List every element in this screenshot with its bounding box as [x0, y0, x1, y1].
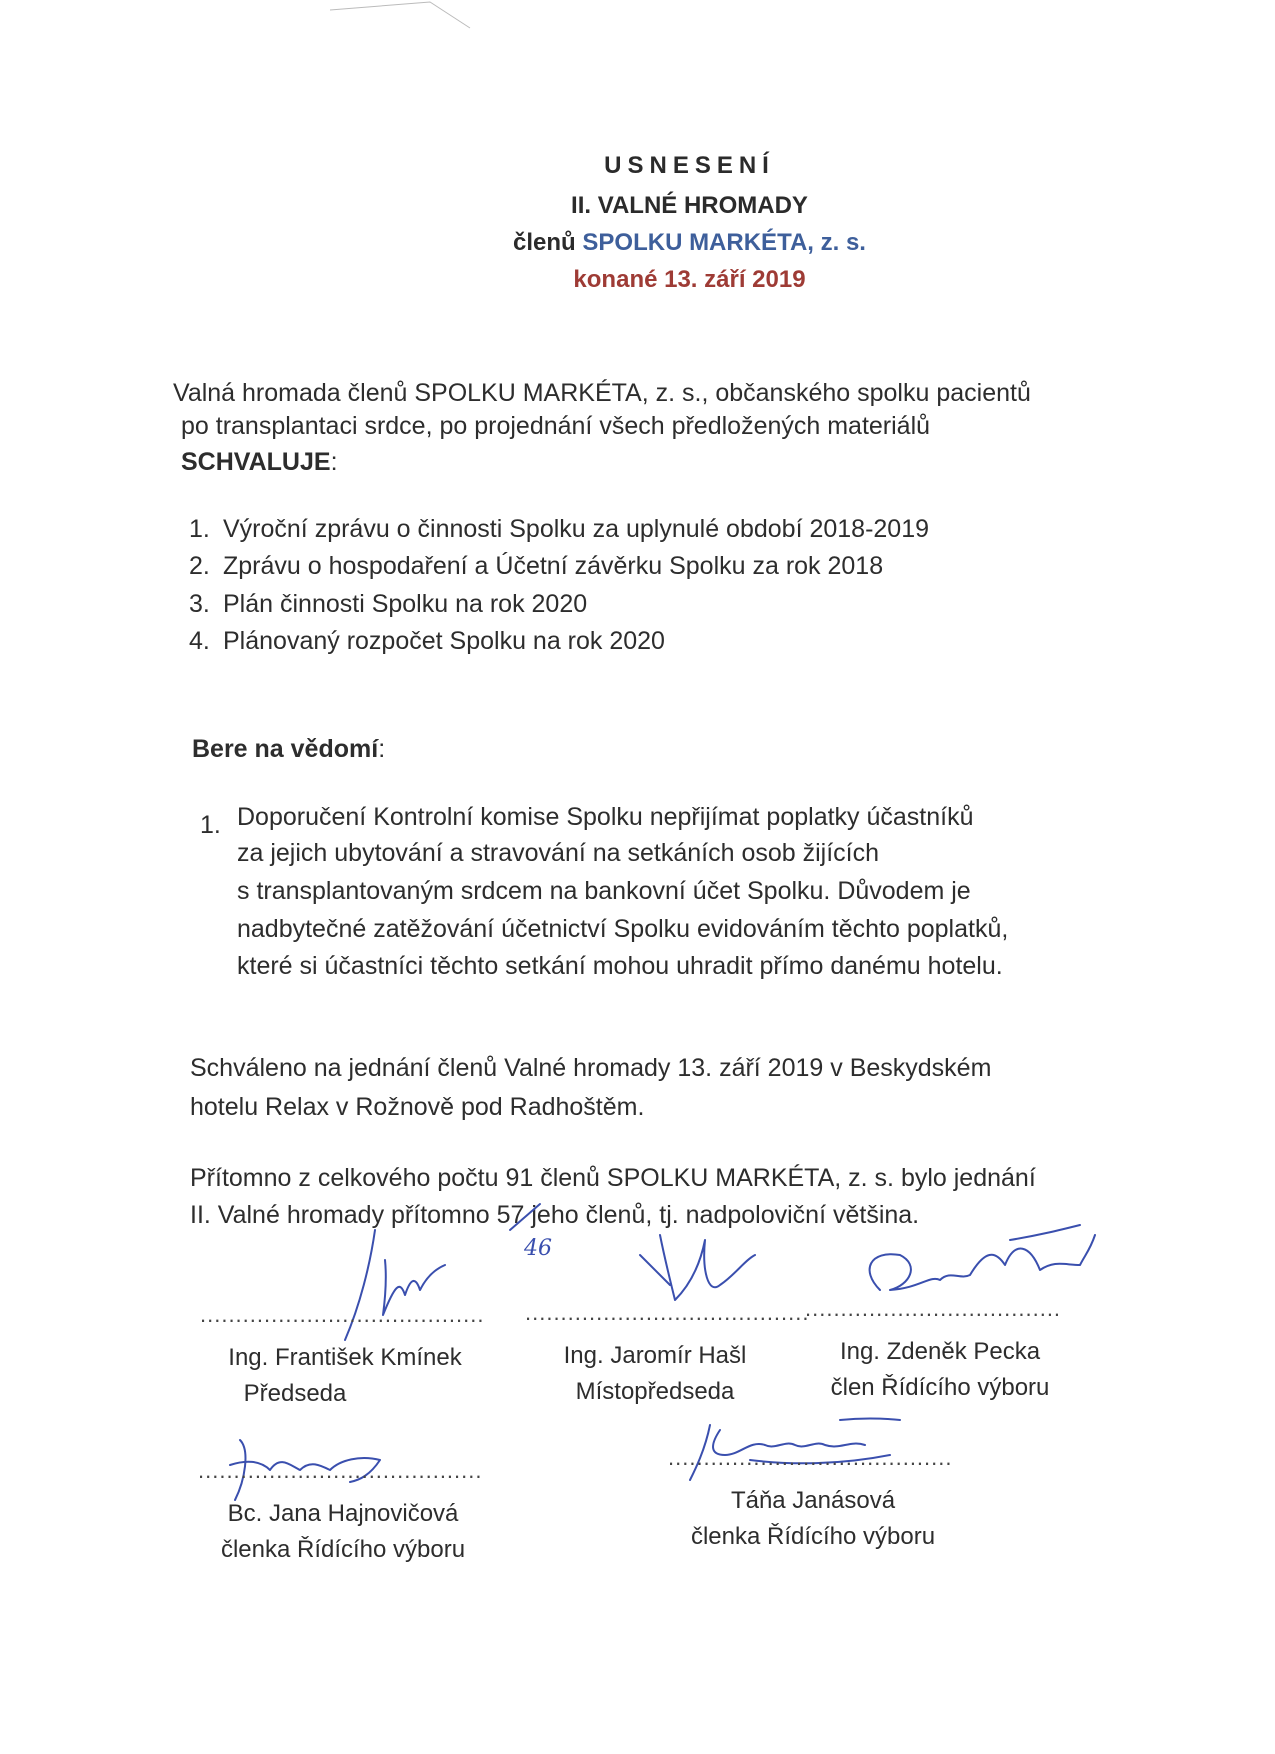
list-item-text: Plán činnosti Spolku na rok 2020	[223, 590, 588, 618]
noted-heading	[192, 732, 385, 766]
handwritten-correction: 46	[524, 1236, 552, 1261]
approval-line-1: Schváleno na jednání členů Valné hromady 13. září 2019 v Beskydském	[190, 1054, 992, 1082]
noted-line: Doporučení Kontrolní komise Spolku nepřijímat poplatky účastníků	[237, 803, 974, 831]
noted-line: které si účastníci těchto setkání mohou uhradit přímo danému hotelu.	[237, 952, 1003, 980]
signer-role: člen Řídícího výboru	[830, 1374, 1050, 1401]
list-item	[189, 549, 883, 583]
meeting-name: II. VALNÉ HROMADY	[571, 192, 808, 219]
noted-line: nadbytečné zatěžování účetnictví Spolku evidováním těchto poplatků,	[237, 915, 1009, 943]
list-item	[189, 512, 929, 546]
signer-name: Táňa Janásová	[730, 1487, 896, 1514]
document-title: USNESENÍ	[604, 152, 775, 179]
organization-name: SPOLKU MARKÉTA, z. s.	[582, 229, 866, 256]
list-item-text: Zprávu o hospodaření a Účetní závěrku Spolku za rok 2018	[223, 552, 884, 580]
signer-name: Ing. Jaromír Hašl	[563, 1342, 747, 1369]
list-item-number: 3.	[189, 590, 210, 618]
signer-role: členka Řídícího výboru	[690, 1523, 936, 1550]
signer-name: Bc. Jana Hajnovičová	[227, 1500, 459, 1527]
list-item	[189, 624, 665, 658]
intro-line-1: Valná hromada členů SPOLKU MARKÉTA, z. s., občanského spolku pacientů	[173, 379, 1031, 407]
approves-heading	[181, 445, 338, 479]
strikethrough-mark	[500, 1200, 560, 1240]
intro-line-2: po transplantaci srdce, po projednání všech předložených materiálů	[181, 412, 931, 440]
organization-line	[52, 229, 1275, 257]
signer-role: členka Řídícího výboru	[220, 1536, 466, 1563]
noted-line: za jejich ubytování a stravování na setkáních osob žijících	[237, 839, 880, 867]
signature-line: ........................................	[200, 1302, 485, 1327]
signer-role: Předseda	[243, 1380, 347, 1407]
list-item-number: 4.	[189, 627, 210, 655]
signature-line: ........................................	[525, 1300, 810, 1325]
approval-line-2: hotelu Relax v Rožnově pod Radhoštěm.	[190, 1093, 645, 1121]
attendance-line-1: Přítomno z celkového počtu 91 členů SPOLKU MARKÉTA, z. s. bylo jednání	[190, 1164, 1036, 1192]
signer-name: Ing. František Kmínek	[228, 1344, 462, 1371]
list-item-number: 2.	[189, 552, 210, 580]
signature-line: ........................................	[198, 1458, 483, 1483]
noted-item-number: 1.	[200, 811, 221, 839]
list-item-text: Plánovaný rozpočet Spolku na rok 2020	[223, 627, 665, 655]
signer-name: Ing. Zdeněk Pecka	[839, 1338, 1041, 1365]
signature-line: ........................................	[668, 1445, 953, 1470]
noted-line: s transplantovaným srdcem na bankovní účet Spolku. Důvodem je	[237, 877, 971, 905]
scan-artifact	[330, 0, 500, 30]
signature-line: ....................................	[805, 1296, 1062, 1321]
meeting-date: konané 13. září 2019	[573, 266, 806, 293]
organization-prefix: členů	[513, 229, 583, 256]
attendance-line-2: II. Valné hromady přítomno 57 jeho členů, tj. nadpoloviční většina.	[190, 1201, 920, 1229]
signer-role: Místopředseda	[575, 1378, 735, 1405]
list-item-number: 1.	[189, 515, 210, 543]
noted-label: Bere na vědomí	[192, 735, 379, 763]
list-item	[189, 587, 587, 621]
noted-colon: :	[378, 735, 386, 763]
list-item-text: Výroční zprávu o činnosti Spolku za uplynulé období 2018-2019	[223, 515, 930, 543]
approves-label: SCHVALUJE	[181, 448, 331, 476]
approves-colon: :	[330, 448, 338, 476]
